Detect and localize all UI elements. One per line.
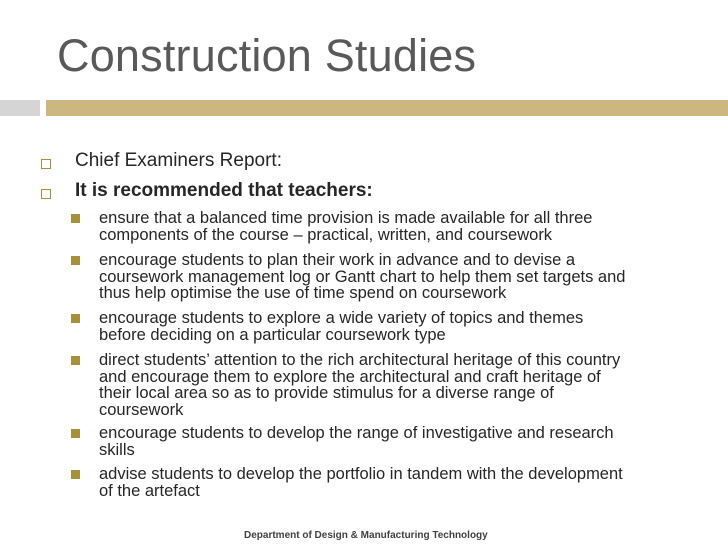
filled-square-bullet-icon (71, 314, 80, 323)
sub-bullet-line: advise students to develop the portfolio in tandem with the development (99, 465, 623, 483)
square-bullet-icon (41, 189, 51, 199)
sub-bullet-item (99, 352, 699, 418)
sub-bullet-line: of the artefact (99, 481, 200, 500)
sub-bullet-line: coursework management log or Gantt chart to help them set targets and (99, 267, 626, 286)
filled-square-bullet-icon (71, 429, 80, 438)
sub-bullet-line: components of the course – practical, written, and coursework (99, 225, 553, 244)
sub-bullet-line: thus help optimise the use of time spend on coursework (99, 284, 507, 302)
sub-bullet-line: encourage students to develop the range of investigative and research (99, 424, 614, 442)
sub-bullet-line: encourage students to explore a wide variety of topics and themes (99, 309, 584, 327)
sub-bullet-line: coursework (99, 400, 184, 419)
filled-square-bullet-icon (71, 470, 80, 479)
slide-title: Construction Studies (57, 30, 477, 81)
sub-bullet-line: skills (99, 440, 135, 459)
sub-bullet-line: before deciding on a particular coursework type (99, 325, 446, 344)
slide-footer: Department of Design & Manufacturing Technology (244, 530, 488, 541)
sub-bullet-item (99, 252, 699, 302)
title-divider-gold (46, 100, 728, 116)
sub-bullet-item (99, 210, 699, 243)
sub-bullet-line: encourage students to plan their work in advance and to devise a (99, 251, 576, 269)
filled-square-bullet-icon (71, 356, 80, 365)
sub-bullet-item (99, 425, 699, 458)
bullet-text: Chief Examiners Report: (75, 150, 282, 171)
sub-bullet-item (99, 310, 699, 343)
sub-bullet-line: direct students’ attention to the rich architectural heritage of this country (99, 351, 621, 369)
sub-bullet-item (99, 466, 699, 499)
filled-square-bullet-icon (71, 256, 80, 265)
sub-bullet-line: their local area so as to provide stimulus for a diverse range of (99, 384, 554, 402)
sub-bullet-line: and encourage them to explore the architectural and craft heritage of (99, 367, 601, 386)
square-bullet-icon (41, 159, 51, 169)
title-divider-gray (0, 100, 40, 116)
bullet-text: It is recommended that teachers: (75, 180, 373, 201)
filled-square-bullet-icon (71, 214, 80, 223)
sub-bullet-line: ensure that a balanced time provision is made available for all three (99, 209, 593, 227)
